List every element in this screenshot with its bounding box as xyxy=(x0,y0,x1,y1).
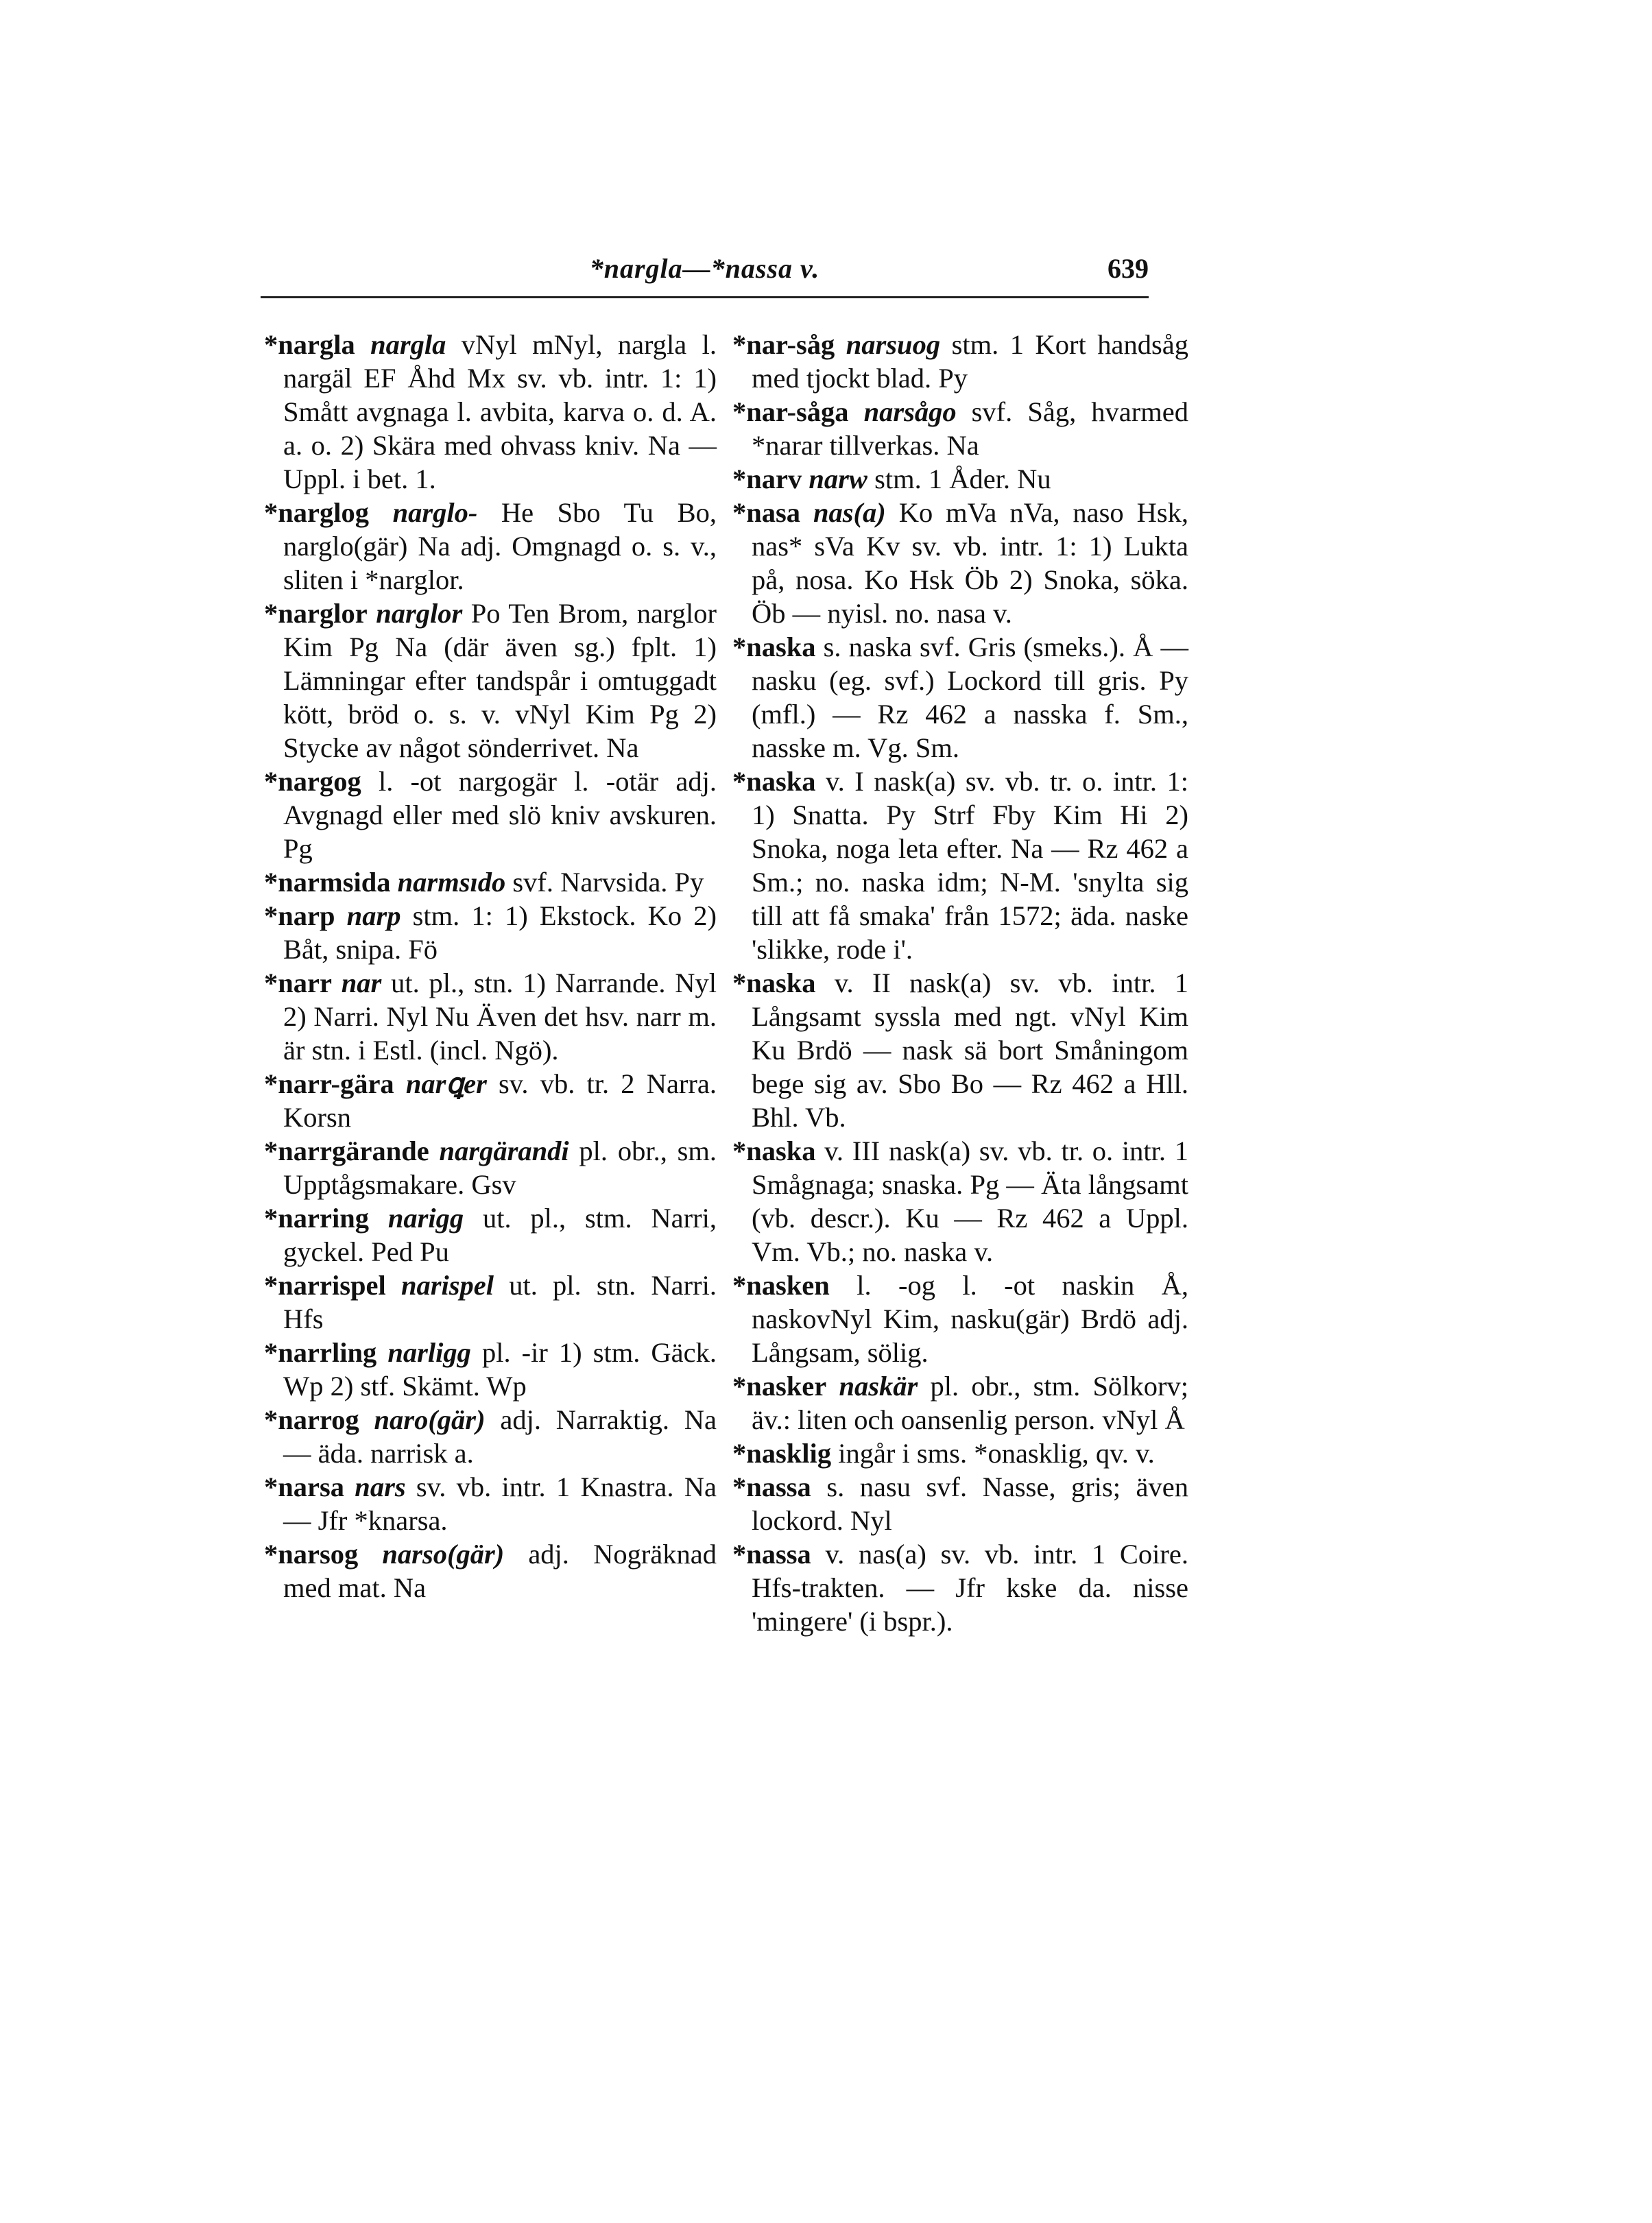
dictionary-entry xyxy=(732,765,1188,966)
entry-headword: *narv xyxy=(732,464,802,494)
dictionary-entry xyxy=(264,966,717,1067)
entry-pronunciation: nas(a) xyxy=(813,497,886,528)
entry-headword: *nargog xyxy=(264,766,361,797)
entry-headword: *narrgärande xyxy=(264,1135,429,1166)
entry-headword: *nar-såga xyxy=(732,396,849,427)
entry-definition: pl. obr., sm. Upptågsmakare. Gsv xyxy=(283,1135,717,1200)
dictionary-entry xyxy=(264,865,717,899)
entry-pronunciation: narispel xyxy=(400,1270,494,1301)
entry-pronunciation: nar xyxy=(341,968,382,998)
entry-definition: vNyl mNyl, nargla l. nargäl EF Åhd Mx sv. vb. intr. 1: 1) Smått avgnaga l. avbita, karva o. d. A. a. o. 2) Skära med ohvass kniv. Na — Uppl. i bet. 1. xyxy=(283,329,717,494)
entry-definition: s. nasu svf. Nasse, gris; även lockord. Nyl xyxy=(752,1471,1189,1536)
entry-pronunciation: narglor xyxy=(376,598,463,629)
entry-definition: adj. Narraktig. Na — äda. narrisk a. xyxy=(283,1404,717,1469)
entry-pronunciation: nargla xyxy=(370,329,446,360)
entry-definition: adj. Nogräknad med mat. Na xyxy=(283,1539,717,1603)
entry-headword: *naska xyxy=(732,766,816,797)
entry-headword: *nasa xyxy=(732,497,801,528)
entry-pronunciation: naskär xyxy=(839,1371,918,1402)
entry-definition: sv. vb. intr. 1 Knastra. Na — Jfr *knarsa. xyxy=(283,1471,717,1536)
entry-definition: ut. pl., stm. Narri, gyckel. Ped Pu xyxy=(283,1203,717,1267)
entry-headword: *narmsida xyxy=(264,867,391,898)
entry-headword: *nasklig xyxy=(732,1438,832,1469)
entry-definition: stm. 1 Kort handsåg med tjockt blad. Py xyxy=(752,329,1188,394)
dictionary-entry xyxy=(732,1269,1188,1369)
dictionary-entry xyxy=(264,1537,717,1605)
left-column xyxy=(264,328,717,1605)
entry-pronunciation: naro(gär) xyxy=(374,1404,486,1435)
entry-pronunciation: narp xyxy=(346,900,401,931)
entry-definition: pl. obr., stm. Sölkorv; äv.: liten och oansenlig person. vNyl Å xyxy=(752,1371,1189,1435)
entry-definition: stm. 1: 1) Ekstock. Ko 2) Båt, snipa. Fö xyxy=(283,900,717,965)
entry-headword: *narglog xyxy=(264,497,370,528)
entry-headword: *nar-såg xyxy=(732,329,835,360)
entry-headword: *narsog xyxy=(264,1539,359,1570)
entry-definition: svf. Såg, hvarmed *narar tillverkas. Na xyxy=(752,396,1188,461)
dictionary-entry xyxy=(264,765,717,865)
entry-headword: *narrog xyxy=(264,1404,359,1435)
entry-pronunciation: nargärandi xyxy=(439,1135,569,1166)
entry-pronunciation: narsuog xyxy=(846,329,941,360)
entry-definition: pl. -ir 1) stm. Gäck. Wp 2) stf. Skämt. Wp xyxy=(283,1337,717,1402)
entry-definition: Po Ten Brom, narglor Kim Pg Na (där även sg.) fplt. 1) Lämningar efter tandspår i omtuggadt kött, bröd o. s. v. vNyl Kim Pg 2) Stycke av något sönderrivet. Na xyxy=(283,598,717,763)
entry-definition: ut. pl., stn. 1) Narrande. Nyl 2) Narri. Nyl Nu Även det hsv. narr m. är stn. i Estl. (incl. Ngö). xyxy=(283,968,717,1066)
page-header xyxy=(261,252,1149,293)
entry-headword: *nasken xyxy=(732,1270,830,1301)
entry-definition: s. naska svf. Gris (smeks.). Å — nasku (eg. svf.) Lockord till gris. Py (mfl.) — Rz 462 a nasska f. Sm., nasske m. Vg. Sm. xyxy=(752,632,1188,763)
entry-headword: *nasker xyxy=(732,1371,827,1402)
dictionary-entry xyxy=(732,462,1188,496)
entry-definition: l. -ot nargogär l. -otär adj. Avgnagd eller med slö kniv avskuren. Pg xyxy=(283,766,717,864)
entry-definition: ut. pl. stn. Narri. Hfs xyxy=(283,1270,717,1334)
entry-headword: *narsa xyxy=(264,1471,345,1502)
entry-pronunciation: narglo- xyxy=(392,497,478,528)
dictionary-entry xyxy=(732,1537,1188,1638)
dictionary-entry xyxy=(732,1369,1188,1437)
entry-pronunciation: narigg xyxy=(387,1203,464,1234)
entry-headword: *nassa xyxy=(732,1471,811,1502)
running-title: *nargla—*nassa v. xyxy=(589,253,820,284)
dictionary-entry xyxy=(732,1134,1188,1269)
entry-pronunciation: narligg xyxy=(387,1337,471,1368)
entry-pronunciation: narw xyxy=(809,464,867,494)
dictionary-entry xyxy=(264,1269,717,1336)
entry-headword: *narr xyxy=(264,968,332,998)
entry-pronunciation: narꝗer xyxy=(405,1068,487,1099)
entry-headword: *narr-gära xyxy=(264,1068,394,1099)
entry-headword: *nargla xyxy=(264,329,355,360)
entry-headword: *narrling xyxy=(264,1337,377,1368)
right-column xyxy=(732,328,1188,1638)
dictionary-entry xyxy=(732,630,1188,765)
dictionary-entry xyxy=(732,966,1188,1134)
dictionary-entry xyxy=(264,1336,717,1403)
entry-definition: v. I nask(a) sv. vb. tr. o. intr. 1: 1) Snatta. Py Strf Fby Kim Hi 2) Snoka, noga leta efter. Na — Rz 462 a Sm.; no. naska idm; N-M. 'snylta sig till att få smaka' från 1572; äda. naske 'slikke, rode i'. xyxy=(752,766,1189,965)
entry-definition: v. II nask(a) sv. vb. intr. 1 Långsamt syssla med ngt. vNyl Kim Ku Brdö — nask sä bort Småningom bege sig av. Sbo Bo — Rz 462 a Hll. Bhl. Vb. xyxy=(752,968,1189,1133)
entry-definition: stm. 1 Åder. Nu xyxy=(874,464,1051,494)
dictionary-entry xyxy=(264,1470,717,1537)
entry-definition: l. -og l. -ot naskin Å, naskovNyl Kim, nasku(gär) Brdö adj. Långsam, sölig. xyxy=(752,1270,1188,1368)
entry-definition: Ko mVa nVa, naso Hsk, nas* sVa Kv sv. vb. intr. 1: 1) Lukta på, nosa. Ko Hsk Öb 2) Snoka, söka. Öb — nyisl. no. nasa v. xyxy=(752,497,1188,629)
dictionary-entry xyxy=(264,496,717,597)
dictionary-entry xyxy=(264,1403,717,1470)
dictionary-entry xyxy=(732,1470,1188,1537)
dictionary-entry xyxy=(264,1134,717,1201)
dictionary-entry xyxy=(732,328,1188,395)
entry-pronunciation: narsågo xyxy=(863,396,957,427)
entry-headword: *narring xyxy=(264,1203,370,1234)
entry-pronunciation: narso(gär) xyxy=(382,1539,505,1570)
entry-definition: v. nas(a) sv. vb. intr. 1 Coire. Hfs-trakten. — Jfr kske da. nisse 'mingere' (i bspr.). xyxy=(752,1539,1189,1637)
dictionary-entry xyxy=(732,1437,1188,1470)
entry-headword: *naska xyxy=(732,632,816,662)
entry-pronunciation: narmsıdo xyxy=(397,867,506,898)
dictionary-entry xyxy=(264,899,717,966)
dictionary-entry xyxy=(264,1067,717,1134)
dictionary-entry xyxy=(264,328,717,496)
entry-headword: *naska xyxy=(732,1135,816,1166)
entry-pronunciation: nars xyxy=(355,1471,406,1502)
entry-definition: sv. vb. tr. 2 Narra. Korsn xyxy=(283,1068,717,1133)
entry-headword: *nassa xyxy=(732,1539,811,1570)
page-number: 639 xyxy=(1108,253,1149,284)
entry-headword: *naska xyxy=(732,968,816,998)
dictionary-entry xyxy=(732,496,1188,630)
entry-headword: *narglor xyxy=(264,598,368,629)
header-rule xyxy=(261,296,1149,298)
entry-headword: *narp xyxy=(264,900,335,931)
dictionary-entry xyxy=(264,1201,717,1269)
entry-definition: svf. Narvsida. Py xyxy=(512,867,704,898)
entry-definition: ingår i sms. *onasklig, qv. v. xyxy=(838,1438,1155,1469)
entry-headword: *narrispel xyxy=(264,1270,386,1301)
entry-definition: He Sbo Tu Bo, narglo(gär) Na adj. Omgnagd o. s. v., sliten i *narglor. xyxy=(283,497,717,595)
dictionary-entry xyxy=(264,597,717,765)
dictionary-entry xyxy=(732,395,1188,462)
entry-definition: v. III nask(a) sv. vb. tr. o. intr. 1 Smågnaga; snaska. Pg — Äta långsamt (vb. descr.). Ku — Rz 462 a Uppl. Vm. Vb.; no. naska v. xyxy=(752,1135,1188,1267)
